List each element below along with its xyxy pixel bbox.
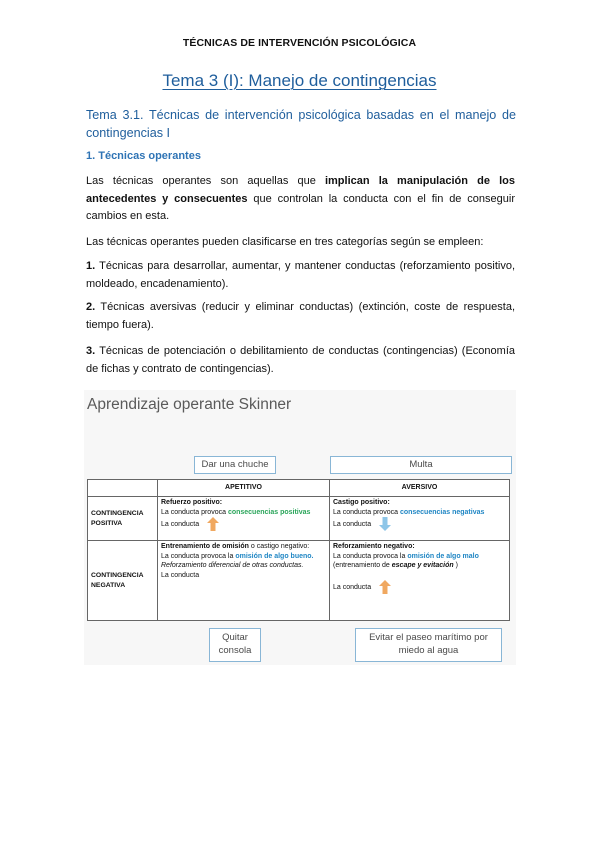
section-title: Tema 3.1. Técnicas de intervención psicológica basadas en el manejo de contingencias I: [86, 108, 516, 140]
cell-highlight: consecuencias negativas: [399, 508, 485, 516]
row-header-positiva: CONTINGENCIA POSITIVA: [88, 497, 158, 541]
column-header-apetitivo: APETITIVO: [158, 480, 330, 497]
cell-text: (entrenamiento de: [333, 562, 392, 569]
skinner-figure: [84, 390, 516, 665]
cell-italic-text: escape y evitación: [391, 562, 454, 569]
cell-text: La conducta: [333, 583, 372, 591]
cell-text: ): [453, 562, 458, 569]
row-header-negativa: CONTINGENCIA NEGATIVA: [88, 541, 158, 621]
arrow-up-icon: [207, 517, 219, 531]
cell-heading: Refuerzo positivo:: [161, 499, 223, 506]
example-box-evitar-paseo: Evitar el paseo marítimo por miedo al agua: [355, 628, 502, 662]
list-number: 3.: [86, 345, 96, 357]
paragraph-text: que controlan la conducta con el fin de conseguir cambios en esta.: [86, 192, 515, 222]
cell-italic-text: Reforzamiento diferencial de otras conductas.: [161, 562, 304, 569]
list-item: [86, 299, 515, 334]
contingency-table: [87, 479, 510, 621]
cell-reforzamiento-negativo: [330, 541, 510, 621]
list-number: 2.: [86, 301, 96, 313]
column-header-aversivo: AVERSIVO: [330, 480, 510, 497]
cell-highlight: omisión de algo bueno.: [235, 552, 314, 560]
document-header: TÉCNICAS DE INTERVENCIÓN PSICOLÓGICA: [182, 37, 417, 49]
arrow-down-icon: [379, 517, 391, 531]
list-number: 1.: [86, 260, 96, 272]
page-title: Tema 3 (I): Manejo de contingencias: [162, 71, 437, 90]
cell-text: La conducta: [333, 520, 372, 528]
cell-highlight: consecuencias positivas: [227, 508, 311, 516]
cell-castigo-positivo: [330, 497, 510, 541]
cell-text: La conducta: [161, 571, 200, 579]
list-text: Técnicas aversivas (reducir y eliminar conductas) (extinción, coste de respuesta, tiempo fuera).: [86, 301, 515, 331]
paragraph-text: Las técnicas operantes son aquellas que: [86, 175, 325, 187]
arrow-up-icon: [379, 580, 391, 594]
cell-text: La conducta provoca la: [161, 552, 236, 560]
list-item: [86, 343, 515, 378]
example-box-quitar-consola: Quitar consola: [209, 628, 261, 662]
example-box-chuche: Dar una chuche: [194, 456, 276, 474]
figure-title: Aprendizaje operante Skinner: [87, 396, 292, 413]
paragraph-definition: [86, 173, 515, 226]
cell-refuerzo-positivo: [158, 497, 330, 541]
cell-heading: Castigo positivo:: [333, 499, 390, 506]
cell-heading: Entrenamiento de omisión: [161, 543, 249, 550]
example-box-multa: Multa: [330, 456, 512, 474]
paragraph-bold-text: implican la manipulación de los antecedentes y consecuentes: [86, 175, 515, 205]
paragraph-classification: Las técnicas operantes pueden clasificarse en tres categorías según se empleen:: [86, 236, 484, 248]
list-item: [86, 258, 515, 293]
cell-entrenamiento-omision: [158, 541, 330, 621]
cell-text: La conducta provoca: [161, 508, 228, 516]
list-text: Técnicas de potenciación o debilitamiento de conductas (contingencias) (Economía de fichas y contrato de contingencias).: [86, 345, 515, 375]
cell-text: La conducta provoca la: [333, 552, 408, 560]
cell-text: o castigo negativo:: [248, 543, 310, 550]
table-corner: [88, 480, 158, 497]
list-text: Técnicas para desarrollar, aumentar, y mantener conductas (reforzamiento positivo, moldeado, encadenamiento).: [86, 260, 515, 290]
cell-text: La conducta: [161, 520, 200, 528]
cell-text: La conducta provoca: [333, 508, 400, 516]
cell-highlight: omisión de algo malo: [407, 552, 479, 560]
cell-heading: Reforzamiento negativo:: [333, 543, 415, 550]
subsection-title: 1. Técnicas operantes: [86, 150, 201, 162]
